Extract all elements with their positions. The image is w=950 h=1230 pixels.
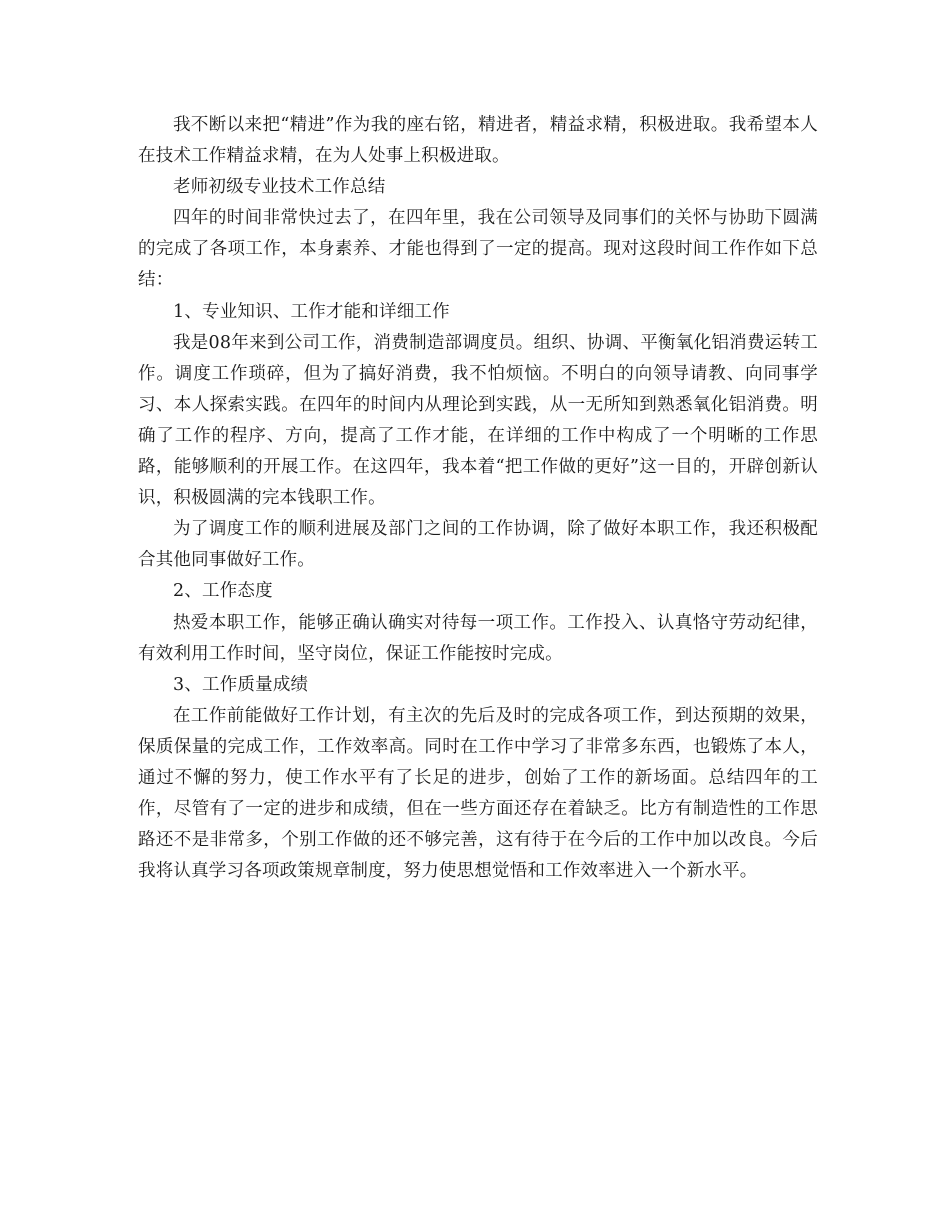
heading-professional-knowledge: 1、专业知识、工作才能和详细工作 <box>173 301 450 322</box>
section-title: 老师初级专业技术工作总结 <box>173 177 386 198</box>
heading-work-attitude: 2、工作态度 <box>173 581 273 602</box>
heading-work-quality: 3、工作质量成绩 <box>173 674 309 695</box>
document-body <box>138 110 818 887</box>
paragraph-coordination: 为了调度工作的顺利进展及部门之间的工作协调，除了做好本职工作，我还积极配合其他同事做好工作。 <box>138 519 818 571</box>
paragraph-intro: 我不断以来把“精进”作为我的座右铭，精进者，精益求精，积极进取。我希望本人在技术工作精益求精，在为人处事上积极进取。 <box>138 115 818 167</box>
paragraph-professional-knowledge: 我是08年来到公司工作，消费制造部调度员。组织、协调、平衡氧化铝消费运转工作。调度工作琐碎，但为了搞好消费，我不怕烦恼。不明白的向领导请教、向同事学习、本人探索实践。在四年的时间内从理论到实践，从一无所知到熟悉氧化铝消费。明确了工作的程序、方向，提高了工作才能，在详细的工作中构成了一个明晰的工作思路，能够顺利的开展工作。在这四年，我本着“把工作做的更好”这一目的，开辟创新认识，积极圆满的完本钱职工作。 <box>138 332 818 509</box>
paragraph-work-attitude: 热爱本职工作，能够正确认确实对待每一项工作。工作投入、认真恪守劳动纪律，有效利用工作时间，坚守岗位，保证工作能按时完成。 <box>138 612 818 664</box>
paragraph-overview: 四年的时间非常快过去了，在四年里，我在公司领导及同事们的关怀与协助下圆满的完成了各项工作，本身素养、才能也得到了一定的提高。现对这段时间工作作如下总结： <box>138 208 818 291</box>
paragraph-work-quality: 在工作前能做好工作计划，有主次的先后及时的完成各项工作，到达预期的效果，保质保量的完成工作，工作效率高。同时在工作中学习了非常多东西，也锻炼了本人，通过不懈的努力，使工作水平有了长足的进步，创始了工作的新场面。总结四年的工作，尽管有了一定的进步和成绩，但在一些方面还存在着缺乏。比方有制造性的工作思路还不是非常多，个别工作做的还不够完善，这有待于在今后的工作中加以改良。今后我将认真学习各项政策规章制度，努力使思想觉悟和工作效率进入一个新水平。 <box>138 705 818 882</box>
